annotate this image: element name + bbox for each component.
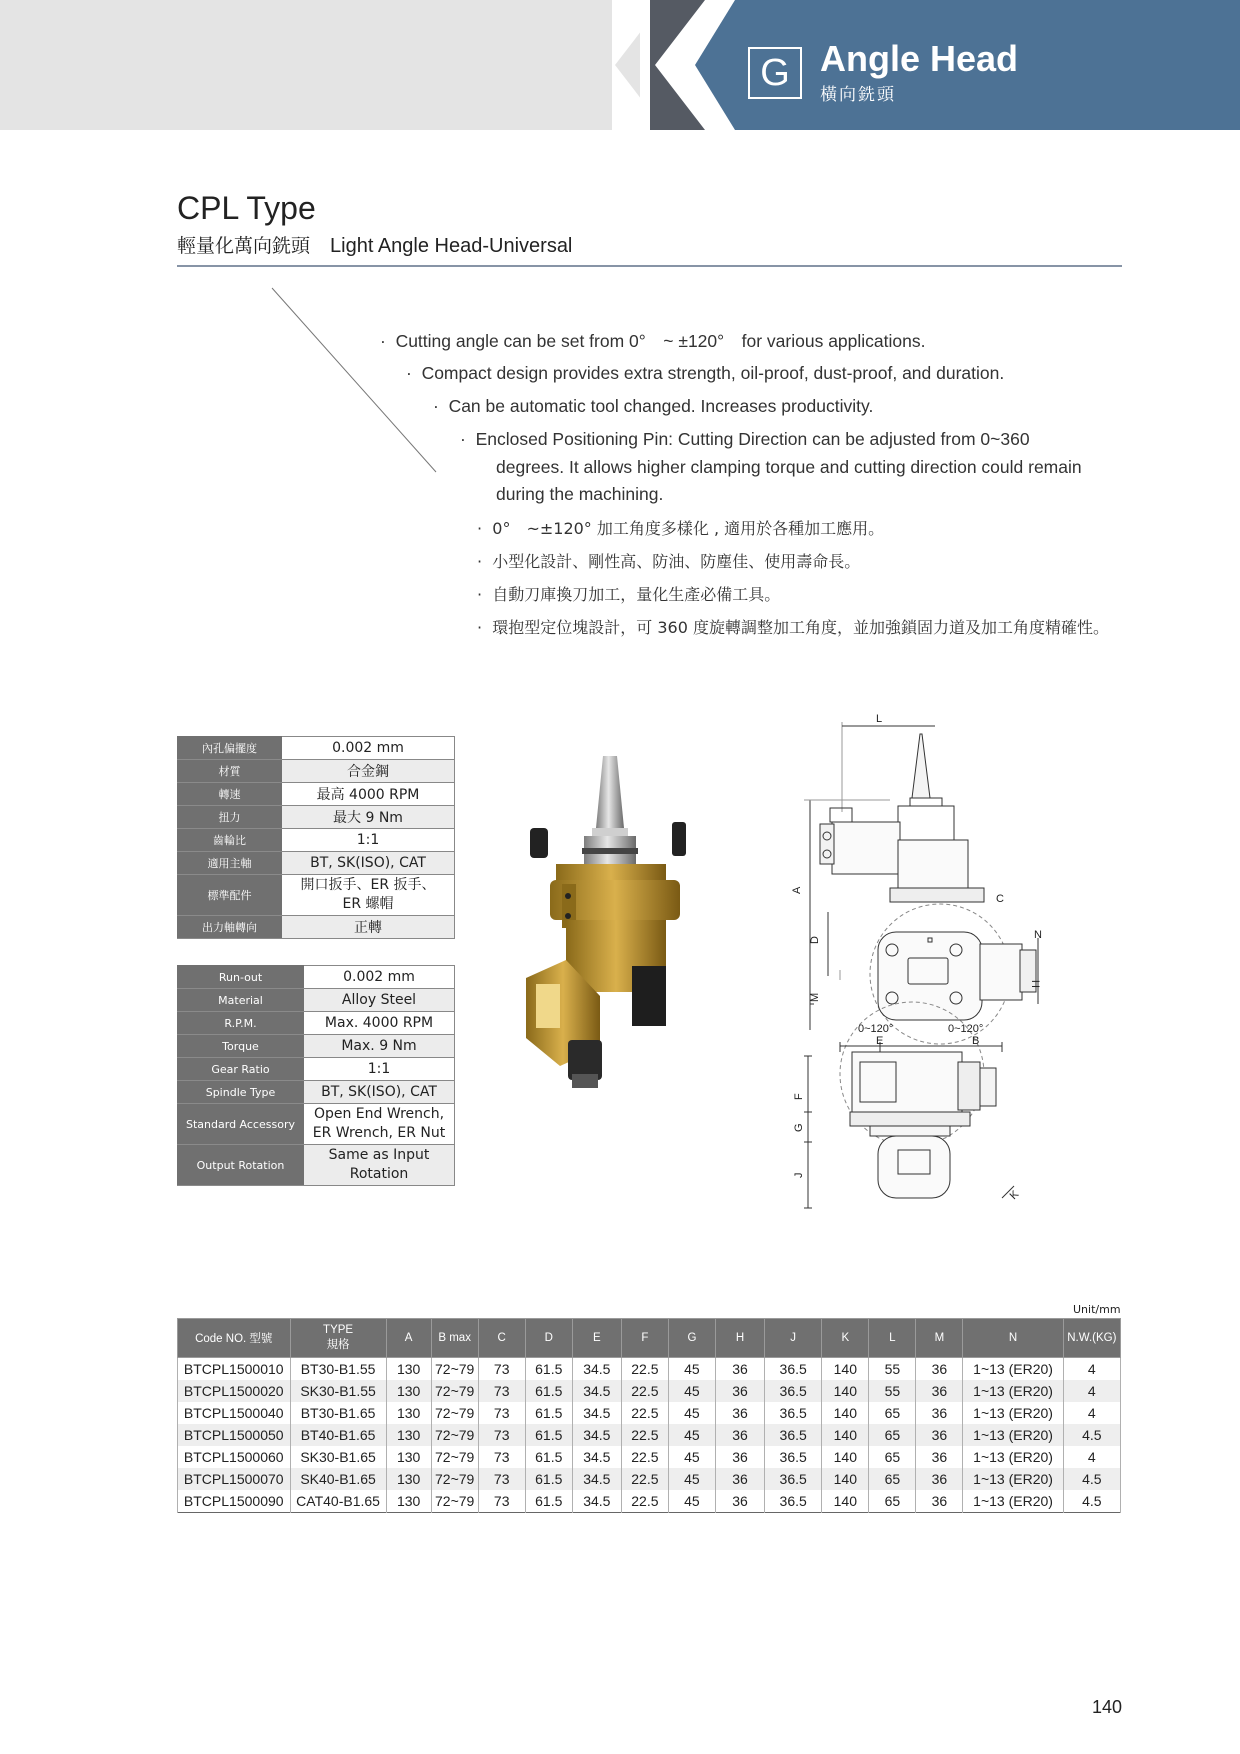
table-row [178, 1358, 1121, 1381]
angle-label-left: 0~120° [858, 1023, 894, 1035]
table-cell: 73 [478, 1490, 525, 1513]
spec-value: BT, SK(ISO), CAT [304, 1081, 455, 1104]
table-cell: 65 [869, 1424, 916, 1446]
table-cell: BTCPL1500070 [178, 1468, 291, 1490]
col-header-H: H [715, 1319, 764, 1358]
spec-value: 正轉 [282, 916, 455, 939]
spec-value: 開口扳手、ER 扳手、 ER 螺帽 [282, 875, 455, 916]
table-cell: 61.5 [525, 1446, 572, 1468]
table-cell: 36 [916, 1468, 963, 1490]
table-cell: 65 [869, 1468, 916, 1490]
page-number: 140 [1092, 1697, 1123, 1717]
spec-row [178, 760, 455, 783]
table-cell: 130 [386, 1358, 431, 1381]
dim-label-F: F [793, 1093, 805, 1100]
table-cell: 34.5 [572, 1380, 621, 1402]
table-cell: 36 [916, 1402, 963, 1424]
spec-label: 材質 [178, 760, 282, 783]
table-cell: 55 [869, 1358, 916, 1381]
table-cell: 4 [1063, 1358, 1120, 1381]
feature-zh-3: · 自動刀庫換刀加工，量化生產必備工具。 [477, 585, 781, 604]
spec-label: 出力軸轉向 [178, 916, 282, 939]
table-cell: 72~79 [431, 1358, 478, 1381]
table-cell: 73 [478, 1358, 525, 1381]
spec-label: Run-out [178, 966, 304, 989]
table-cell: 36 [715, 1358, 764, 1381]
table-cell: 140 [822, 1446, 869, 1468]
spec-row [178, 829, 455, 852]
table-row [178, 1402, 1121, 1424]
spec-label: Output Rotation [178, 1145, 304, 1186]
dim-label-C: C [996, 893, 1004, 905]
spec-label: 扭力 [178, 806, 282, 829]
table-row [178, 1446, 1121, 1468]
spec-label: 標準配件 [178, 875, 282, 916]
table-cell: 73 [478, 1446, 525, 1468]
section-title: Angle Head [820, 38, 1019, 79]
table-cell: BTCPL1500010 [178, 1358, 291, 1381]
spec-value: 最大 9 Nm [282, 806, 455, 829]
spec-row [178, 1145, 455, 1186]
table-cell: 72~79 [431, 1446, 478, 1468]
dim-label-J: J [793, 1172, 805, 1178]
table-cell: 1~13 (ER20) [963, 1402, 1063, 1424]
col-header-code: Code NO. 型號 [178, 1319, 291, 1358]
table-cell: 61.5 [525, 1380, 572, 1402]
table-cell: 45 [668, 1468, 715, 1490]
table-cell: 36 [715, 1424, 764, 1446]
table-cell: 36 [916, 1490, 963, 1513]
table-cell: 61.5 [525, 1358, 572, 1381]
unit-label: Unit/mm [1073, 1303, 1121, 1316]
table-row [178, 1380, 1121, 1402]
table-cell: 65 [869, 1446, 916, 1468]
spec-row [178, 916, 455, 939]
table-cell: 36.5 [765, 1380, 822, 1402]
table-cell: 34.5 [572, 1358, 621, 1381]
table-cell: SK30-B1.65 [290, 1446, 386, 1468]
table-cell: 140 [822, 1468, 869, 1490]
table-row [178, 1468, 1121, 1490]
table-cell: 72~79 [431, 1468, 478, 1490]
table-row [178, 1490, 1121, 1513]
spec-label: 轉速 [178, 783, 282, 806]
feature-zh-4: · 環抱型定位塊設計，可 360 度旋轉調整加工角度，並加強鎖固力道及加工角度精確性。 [477, 618, 1109, 637]
table-cell: 65 [869, 1490, 916, 1513]
table-cell: BTCPL1500020 [178, 1380, 291, 1402]
table-cell: 140 [822, 1490, 869, 1513]
spec-value: Same as Input Rotation [304, 1145, 455, 1186]
table-cell: 22.5 [621, 1490, 668, 1513]
table-cell: 22.5 [621, 1424, 668, 1446]
spec-label: 內孔偏擺度 [178, 737, 282, 760]
table-cell: 140 [822, 1358, 869, 1381]
spec-value: 合金鋼 [282, 760, 455, 783]
table-cell: 34.5 [572, 1424, 621, 1446]
dim-label-N: N [1034, 929, 1042, 941]
spec-row [178, 1058, 455, 1081]
table-cell: 34.5 [572, 1490, 621, 1513]
spec-row [178, 1012, 455, 1035]
spec-label: R.P.M. [178, 1012, 304, 1035]
table-cell: 4.5 [1063, 1424, 1120, 1446]
product-photo [520, 748, 690, 1108]
table-cell: BT30-B1.55 [290, 1358, 386, 1381]
table-cell: 45 [668, 1490, 715, 1513]
product-subtitle-en: Light Angle Head-Universal [330, 235, 573, 257]
col-header-C: C [478, 1319, 525, 1358]
table-row [178, 1424, 1121, 1446]
table-cell: 45 [668, 1402, 715, 1424]
col-header-J: J [765, 1319, 822, 1358]
table-cell: 73 [478, 1380, 525, 1402]
table-cell: 36.5 [765, 1358, 822, 1381]
col-header-D: D [525, 1319, 572, 1358]
table-cell: 65 [869, 1402, 916, 1424]
feature-en-4: · Enclosed Positioning Pin: Cutting Direction can be adjusted from 0~360 [460, 429, 1030, 449]
col-header-L: L [869, 1319, 916, 1358]
table-cell: 73 [478, 1424, 525, 1446]
table-cell: 22.5 [621, 1380, 668, 1402]
col-header-B: B max [431, 1319, 478, 1358]
table-cell: BT30-B1.65 [290, 1402, 386, 1424]
spec-row [178, 852, 455, 875]
spec-table-en [177, 965, 455, 1186]
dim-label-E: E [876, 1035, 884, 1047]
spec-label: Spindle Type [178, 1081, 304, 1104]
col-header-A: A [386, 1319, 431, 1358]
technical-drawing [780, 712, 1060, 1272]
spec-value: BT, SK(ISO), CAT [282, 852, 455, 875]
spec-value: 0.002 mm [282, 737, 455, 760]
table-cell: 61.5 [525, 1402, 572, 1424]
table-cell: 1~13 (ER20) [963, 1490, 1063, 1513]
table-cell: 36 [916, 1358, 963, 1381]
table-cell: 36 [715, 1402, 764, 1424]
table-cell: SK40-B1.65 [290, 1468, 386, 1490]
spec-row [178, 989, 455, 1012]
table-cell: 61.5 [525, 1424, 572, 1446]
section-letter-box: G [748, 47, 802, 99]
table-cell: 22.5 [621, 1358, 668, 1381]
spec-row [178, 1104, 455, 1145]
table-cell: 34.5 [572, 1402, 621, 1424]
feature-zh-1: · 0° ~±120° 加工角度多樣化 , 適用於各種加工應用。 [477, 519, 885, 538]
table-cell: 72~79 [431, 1424, 478, 1446]
spec-value: Max. 4000 RPM [304, 1012, 455, 1035]
table-cell: 45 [668, 1424, 715, 1446]
table-cell: 4 [1063, 1446, 1120, 1468]
spec-label: Gear Ratio [178, 1058, 304, 1081]
table-cell: 45 [668, 1380, 715, 1402]
dim-label-B: B [972, 1035, 980, 1047]
table-cell: 73 [478, 1402, 525, 1424]
table-cell: 36 [916, 1380, 963, 1402]
table-cell: BTCPL1500060 [178, 1446, 291, 1468]
table-cell: 36 [715, 1490, 764, 1513]
col-header-weight: N.W.(KG) [1063, 1319, 1120, 1358]
feature-en-2: · Compact design provides extra strength, oil-proof, dust-proof, and duration. [406, 363, 1005, 383]
table-cell: 130 [386, 1446, 431, 1468]
table-cell: 72~79 [431, 1380, 478, 1402]
col-header-N: N [963, 1319, 1063, 1358]
table-cell: BTCPL1500050 [178, 1424, 291, 1446]
col-header-M: M [916, 1319, 963, 1358]
col-header-K: K [822, 1319, 869, 1358]
table-cell: 36.5 [765, 1402, 822, 1424]
table-cell: 61.5 [525, 1490, 572, 1513]
table-cell: 36.5 [765, 1424, 822, 1446]
table-cell: 1~13 (ER20) [963, 1468, 1063, 1490]
spec-row [178, 875, 455, 916]
feature-en-4-cont-2: during the machining. [496, 484, 664, 504]
table-cell: CAT40-B1.65 [290, 1490, 386, 1513]
table-cell: 4.5 [1063, 1468, 1120, 1490]
spec-value: Alloy Steel [304, 989, 455, 1012]
table-cell: 36 [715, 1446, 764, 1468]
spec-label: Material [178, 989, 304, 1012]
table-header-row [178, 1319, 1121, 1358]
spec-value: 最高 4000 RPM [282, 783, 455, 806]
table-cell: 1~13 (ER20) [963, 1446, 1063, 1468]
table-cell: 73 [478, 1468, 525, 1490]
dim-label-L: L [876, 713, 883, 725]
table-cell: 140 [822, 1402, 869, 1424]
spec-value: 1:1 [282, 829, 455, 852]
spec-label: Standard Accessory [178, 1104, 304, 1145]
feature-en-4-cont-1: degrees. It allows higher clamping torque and cutting direction could remain [496, 457, 1082, 477]
table-cell: 4.5 [1063, 1490, 1120, 1513]
decorative-diagonal-line [0, 0, 500, 500]
table-cell: 45 [668, 1446, 715, 1468]
table-cell: 130 [386, 1380, 431, 1402]
product-subtitle-zh: 輕量化萬向銑頭 [177, 235, 311, 257]
table-cell: 22.5 [621, 1468, 668, 1490]
table-cell: 1~13 (ER20) [963, 1424, 1063, 1446]
table-cell: 34.5 [572, 1446, 621, 1468]
dim-label-H: H [1029, 980, 1041, 988]
table-cell: 36 [916, 1446, 963, 1468]
table-cell: BTCPL1500090 [178, 1490, 291, 1513]
table-cell: 4 [1063, 1380, 1120, 1402]
col-header-G: G [668, 1319, 715, 1358]
dim-label-G: G [793, 1123, 805, 1132]
spec-value: 1:1 [304, 1058, 455, 1081]
table-cell: 4 [1063, 1402, 1120, 1424]
table-cell: 1~13 (ER20) [963, 1358, 1063, 1381]
table-cell: 22.5 [621, 1446, 668, 1468]
table-cell: BTCPL1500040 [178, 1402, 291, 1424]
table-cell: 130 [386, 1402, 431, 1424]
table-cell: 72~79 [431, 1402, 478, 1424]
spec-value: 0.002 mm [304, 966, 455, 989]
table-cell: 36.5 [765, 1490, 822, 1513]
table-cell: 36.5 [765, 1468, 822, 1490]
model-dimension-table [177, 1318, 1121, 1513]
table-cell: SK30-B1.55 [290, 1380, 386, 1402]
table-cell: 130 [386, 1490, 431, 1513]
spec-label: 齒輪比 [178, 829, 282, 852]
spec-row [178, 737, 455, 760]
table-body [178, 1358, 1121, 1513]
table-cell: 34.5 [572, 1468, 621, 1490]
spec-row [178, 1035, 455, 1058]
table-cell: BT40-B1.65 [290, 1424, 386, 1446]
table-cell: 72~79 [431, 1490, 478, 1513]
angle-label-right: 0~120° [948, 1023, 984, 1035]
table-cell: 130 [386, 1424, 431, 1446]
feature-zh-2: · 小型化設計、剛性高、防油、防塵佳、使用壽命長。 [477, 552, 861, 571]
spec-row [178, 966, 455, 989]
table-cell: 45 [668, 1358, 715, 1381]
col-header-F: F [621, 1319, 668, 1358]
dim-label-K: K [1007, 1188, 1022, 1203]
col-header-E: E [572, 1319, 621, 1358]
spec-value: Max. 9 Nm [304, 1035, 455, 1058]
spec-value: Open End Wrench, ER Wrench, ER Nut [304, 1104, 455, 1145]
table-cell: 36 [715, 1380, 764, 1402]
table-cell: 1~13 (ER20) [963, 1380, 1063, 1402]
dim-label-M: M [809, 992, 821, 1002]
table-cell: 140 [822, 1424, 869, 1446]
dim-label-D: D [809, 936, 821, 944]
table-cell: 36.5 [765, 1446, 822, 1468]
table-cell: 130 [386, 1468, 431, 1490]
table-cell: 36 [916, 1424, 963, 1446]
spec-row [178, 806, 455, 829]
table-cell: 61.5 [525, 1468, 572, 1490]
spec-row [178, 1081, 455, 1104]
section-subtitle: 橫向銑頭 [820, 85, 896, 105]
spec-table-zh [177, 736, 455, 939]
feature-en-1: · Cutting angle can be set from 0° ~ ±120° for various applications. [380, 331, 926, 351]
product-title: CPL Type [177, 190, 316, 226]
table-cell: 140 [822, 1380, 869, 1402]
spec-row [178, 783, 455, 806]
spec-label: Torque [178, 1035, 304, 1058]
feature-en-3: · Can be automatic tool changed. Increases productivity. [433, 396, 874, 416]
spec-label: 適用主軸 [178, 852, 282, 875]
table-cell: 55 [869, 1380, 916, 1402]
table-cell: 36 [715, 1468, 764, 1490]
table-cell: 22.5 [621, 1402, 668, 1424]
dim-label-A: A [791, 886, 803, 894]
col-header-type: TYPE 規格 [290, 1319, 386, 1358]
